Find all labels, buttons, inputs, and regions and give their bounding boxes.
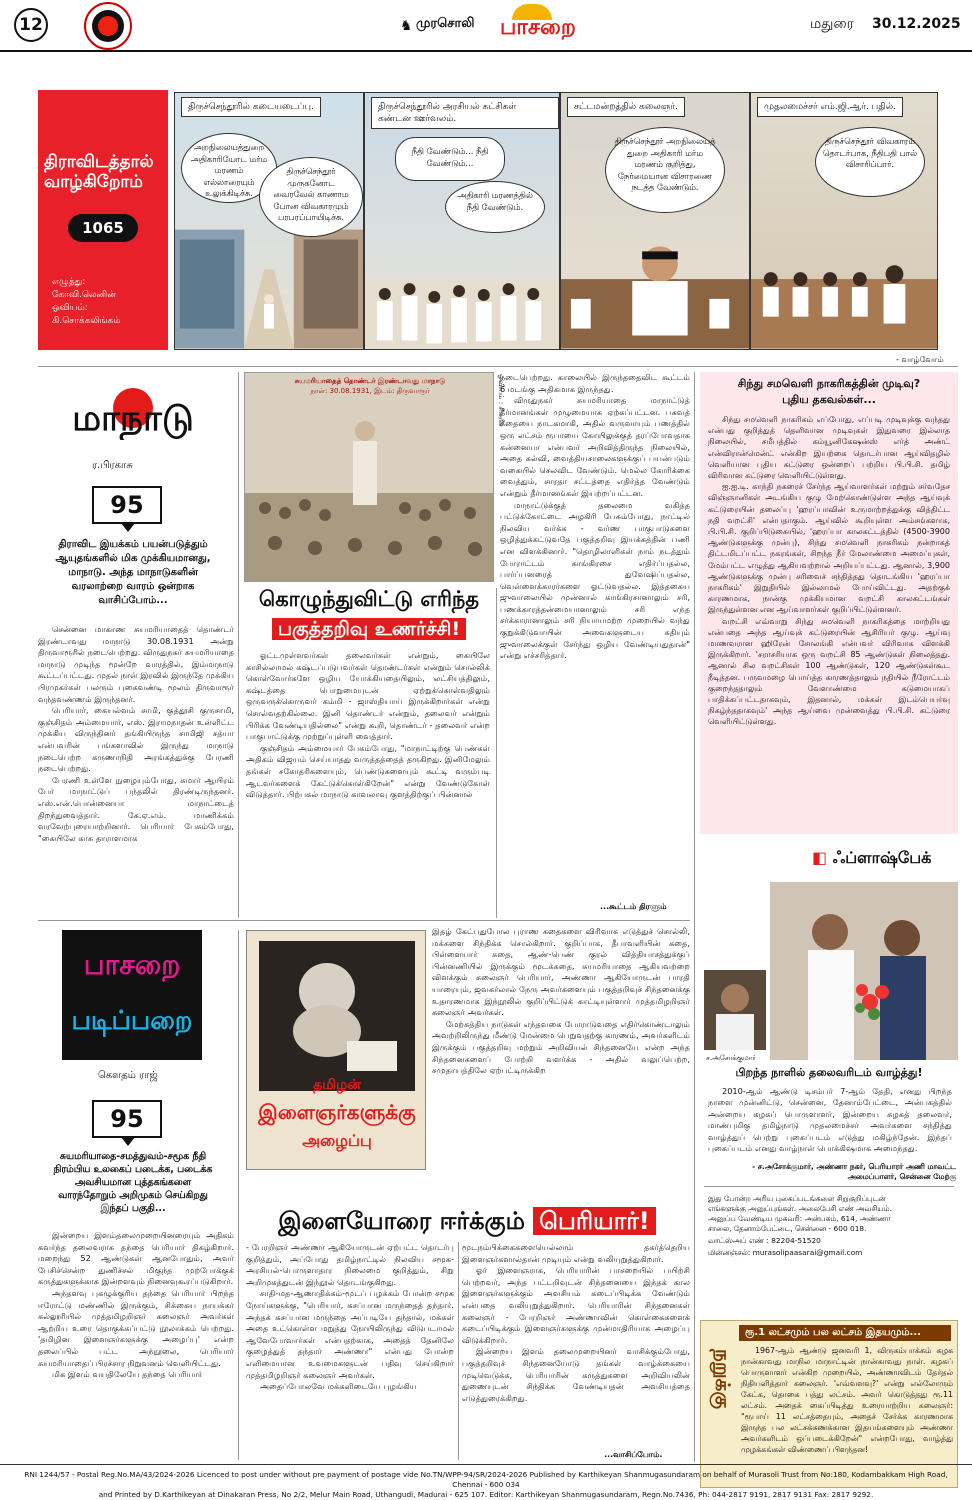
sender-portrait-caption: ச.அசோக்குமார் [706,1054,756,1062]
maanadu-column-3: நடைபெற்றது. காலையில் இருந்ததைவிட கூட்டம் 6 மடங்கு அதிகமாக இருந்தது. விருதுநகர் சுயமரியாதை மாநாட்டுத் தீர்மானங்கள் முழுமையாக ஏற்கப்பட்டன. பகவத் கீதையை நாடகமாகி, அதில் வருவாயும் பணத்தில் ஒரு லட்சம் ரூபாயை கோயிலுக்குத் தரப்போவதாக கன்னையா என்பவர் அறிவித்திருந்த நிலையில், அதை கல்வி, வைத்தியசாலைகளுக்குப் பயன்படும் வகையில் செலவிட வேண்டும். மெல்ல கோரிக்கை வைத்தும், சாரதா சட்டத்தை எதிர்த்த வேண்டும் என்றும் தீர்மானங்கள் இயற்றப்பட்டன. மாநாட்டுக்குத் தலைமை வகித்த பட்டுக்கோட்டை அழகிரி பேசும்போது, நாட்டில் நிலவிய வர்க்க - வர்ண பாகுபாடுகளை ஒழித்துக்கட்டுவதே பகுத்தறிவு இயக்கத்தின் பணி என விளக்கினார். "தொழிலாளிகள் நாம் நடத்தும் போராட்டம் காங்கிரசை எதிர்ப்பதல்ல, பார்ப்பனரைத் துவேஷிப்பதல்ல, வெள்ளைக்காரர்களை ஓட்டுவதல்ல. இத்தகைய ஜுவாலையில் முன்னால் காங்கிரசானாலும் சரி, பணக்காரத்தன்மையானாலும் சரி எந்த சர்க்காரானாலும் சரி நியாயமற்ற முறையில் வந்து குறுக்கிடுவாயின் அவைகளுடைய கதியும் ஜுவாலைக்குள் சேர்ந்து ஒழிய வேண்டியதுதான்" என்று எச்சரித்தார். [500,372,690,661]
padippagam-column-2: - பேரறிஞர் அண்ணா ஆகியோருடன் ஏற்பட்ட தொடர்பு குறித்தும், அப்போது தமிழ்நாட்டில் நிலவிய சமூக-அரசியல்-பொருளாதார நிலைமை குறித்தும், சிறு அறிமுகத்துடன் இந்நூல் தொடங்குகிறது. சாதி-மத-ஆணாதிக்கம்-மூடப் பழக்கம் போன்ற சமூக நோய்களுக்கு, "பெரியார், கசப்பான மருந்தைத் தந்தார். அந்தக் கசப்பான மருந்தை அப்படியே தந்தால், மக்கள் அதை உட்கொள்ள மறுத்து நோயிலிருந்து விடுபடாமல் ஆவேபோவார்கள் என்பதற்காக, அதைத் தேனிலே குழைத்துத் தந்தார் அண்ணா" என்பது போன்ற எளிமையான உவமைகளுடன் பதிவு செய்கிறார் முத்தமிழறிஞர் கலைஞர் அவர்கள். அதைப்போலவே மக்களிடையே புழங்கிய [246,1242,454,1392]
section-rule [704,1186,954,1187]
sindhu-body: சிந்து சமவெளி நாகரிகம் எப்போது, எப்படி முடிவுக்கு வந்தது என்பது குறித்துத் தெளிவான முடிவுகள் இதுவரை இல்லாத நிலையில், சமீபத்தில் கம்யூனிகேஷன்ஸ் எர்த் அண்ட் என்விரான்மென்ட் என்கிற இயற்கை தொடர்பான ஆய்விதழில் வெளியான புதிய கட்டுரை ஒன்றைப் பற்றிய பி.பி.சி. தமிழ் விரிவான கட்டுரை வெளியிட்டுள்ளது. ஐ.ஐ.டி. காந்தி நகரைச் சேர்ந்த ஆய்வாளர்கள் மற்றும் சர்வதேச விஞ்ஞானிகள் அடங்கிய குழு மேற்கொண்டுள்ள அந்த ஆய்வுக் கட்டுரையின் தலைப்பு 'ஹரப்பாவின் உருமாற்றத்துக்கு வித்திட்ட நதி வறட்சி' என்பதாகும். ஆய்வில் கூறியுள்ள அம்சங்களாக, பி.பி.சி. குறிப்பிடுகையில், 'ஹரப்பா காலகட்டத்தில் (4500-3900 ஆண்டுகளுக்கு முன்பு), சிந்து சமவெளி நாகரிகம் நன்றாகத் திட்டமிடப்பட்ட நகரங்கள், சிறந்த நீர் மேலாண்மை அமைப்புகள், மேம்பட்ட எழுத்து ஆகியவற்றால் அறியப்பட்டது. ஆனால், 3,900 ஆண்டுகளுக்கு முன்பு சரிவைச் சந்தித்தது தொடங்கிய 'ஹரப்பா நாகரிகம்' இறுதியில் இல்லாமல் போய்விட்டது. அதற்குக் காரணமாக, நான்கு முக்கியமான வறட்சி காலகட்டங்கள் இருந்துள்ளன என ஆய்வாளர்கள் குறிப்பிட்டுள்ளனர். வறட்சி எவ்வாறு சிந்து சமவெளி நாகரிகத்தை மாற்றியது என்பதை அந்த ஆய்வுக் கட்டுரையின் ஆசிரியர் குழு. ஆய்வு மாணவரான ஹிரேன் சோலங்கி என்பவர் விரிவாக விளக்கி இருக்கிறார். 'சராசரியாக ஒரு வறட்சி 85 ஆண்டுகள் நிலைத்தது. ஆனால் சில வறட்சிகள் 100 ஆண்டுகள், 120 ஆண்டுகள்கூட நீடித்தன. பருவமழை பொய்த்த காரணத்தாலும் நதியில் நீரோட்டம் குறைந்ததாலும் வேளாண்மை கடுமையாகப் பாதிக்கப்பட்டதாகவும், இதனால், மக்கள் இடம்பெயர்வு நிகழ்ந்ததாகவும்' அந்த ஆய்வை முன்வைத்து பி.பி.சி. கட்டுரை வெளியிட்டுள்ளது. [708,415,950,727]
padippagam-logo-line-2: படிப்பறை [71,1006,193,1036]
padippagam-headline: இளையோரை ஈர்க்கும் பெரியார்! [244,1206,690,1236]
column-rule [458,1242,459,1460]
maanadu-continued: ...கூட்டம் திரளும் [600,902,667,911]
edition-date: 30.12.2025 [872,16,961,32]
speech-bubble: அதிகாரி மரணத்தில் நீதி வேண்டும். [445,181,545,233]
naruku-box [700,1320,958,1488]
comic-title-block [38,90,168,350]
sender-portrait [704,970,766,1050]
comic-continued: - வாழ்வோம் [896,355,944,364]
supplement-name: பாசறை [500,14,576,40]
book-title-1: தமிழன் [313,1077,361,1093]
maanadu-artist-credit: ஓவியம் : சிகரன் [497,374,505,427]
padippagam-number: 95 [92,1100,162,1138]
section-rule [38,366,958,367]
page-number: 12 [14,8,48,42]
padippagam-column-3: மூடநம்பிக்கைகளையெல்லாம் தகர்த்தெறிய இளைஞர்களால்தான் முடியும் என்று வலியுறுத்துகிறார். ஓர் இளைஞராக, பெரியாரின் பாசறையில் பயிற்சி பெற்றவர், அந்த பட்டறிவுடன் சிந்தனையை இந்தக் கால இளைஞர்களுக்கும் அவசியம் கடைப்பிடிக்க வேண்டும் என்பதை வலியுறுத்துகிறார். பெரியாரின் சிந்தனைகள் கலைஞர் - பேரறிஞர் அண்ணாவின் கொள்கைகளைக் கடைப்பிடிக்கும் இளைஞர்களுக்கு முன்மாதிரியாக அழைப்பு விடுக்கிறார். இன்றைய இளம் தலைமுறையினர் வாசிக்கும்போது, பகுத்தறிவுச் சிந்தனையோடு தங்கள் வாழ்க்கையை முடிவெடுக்க, பெரியாரின் கருத்துகளை அறிவியலின் துணையுடன் சிந்திக்க வேண்டியதன் அவசியத்தை எடுத்துரைக்கிறது. [462,1242,690,1403]
book-title-2: இளைஞர்களுக்கு [258,1100,416,1124]
comic-panel-4 [750,92,938,350]
speech-bubble: அறநிலையத்துறை அதிகாரியோட மர்ம மரணம் எல்லாரையும் உலுக்கிடிச்சு. [181,133,277,203]
comic-panel-1 [174,92,364,350]
maanadu-number: 95 [92,486,162,524]
maanadu-teaser: திராவிட இயக்கம் பயன்படுத்தும் ஆயுதங்களில் மிக முக்கியமானது, மாநாடு. அந்த மாநாடுகளின் வரலாற்றை வாரம் ஒன்றாக வாசிப்போம்... [55,539,211,606]
comic-panel-3 [560,92,750,350]
edition-city: மதுரை [810,16,854,32]
naruku-headline: ரூ.1 லட்சமும் பல லட்சம் இதயமும்... [739,1325,951,1341]
masthead-brand [400,4,650,42]
flashback-email: மின்னஞ்சல்: murasolipaasarai@gmail.com [708,1248,863,1257]
street-scene [175,229,363,349]
naruku-body: 1967-ஆம் ஆண்டு ஜனவரி 1, விருகம்பாக்கம் கழக நான்காவது மாநில மாநாட்டின் நான்காவது நாள். கழகப் பொருளாளர் என்கிற முறையில், அண்ணாவிடம் தேர்தல் நிதியளித்தார் கலைஞர். 'எவ்வளவு?' என்று எல்லோரும் கேட்க, தொகை பத்து லட்சம். அவர் கொடுத்தது ரூ.11 லட்சம். அதைக் கைப்பிடித்து உரையாற்றிய கலைஞர்: "ரூபாய் 11 லட்சத்தையும், அதைச் சேர்க்க காரணமாக இருந்த பல லட்சக்கணக்கான இதயங்களையும் அண்ணா அவர்களிடம் ஒப்படைக்கிறேன்" என்றபோது, வாழ்த்து முழக்கங்கள் விண்ணைப் பிளந்தன! [741,1346,953,1454]
speech-bubble: திருச்செந்தூர் விவகாரம் தொடர்பாக, நீதிபதி பால் விசாரிப்பார். [815,127,925,197]
footer-rule [0,1464,972,1465]
comic-title: திராவிடத்தால் வாழ்கிறோம் [44,152,154,192]
maanadu-logo [38,380,228,440]
flashback-photo [770,882,958,1060]
imprint-footer: RNI 1244/57 - Postal Reg.No.MA/43/2024-2026 Licenced to post under without pre payment of postage vide No.TN/WPP-94/SR/2024-2026 Published by Karthikeyan Shanmugasundaram on behalf of Murasoli Trust from No:180, Kodambakkam High Road, Chennai - 600 034 and Printed by D.Karthikeyan at Dinakaran Press, No 2/2, Melur Main Road, Uthangudi, Madurai - 625 107. Editor: Karthikeyan Shanmugasundaram, Regn.No.7436, Ph: 044-2817 9191, 2817 9131 Fax: 2817 9292. [24,1470,948,1499]
book-cover [246,930,426,1170]
section-rule [38,920,690,921]
flashback-body: 2010-ஆம் ஆண்டு டிசம்பர் 7-ஆம் தேதி, எனது பிறந்த நாளை முன்னிட்டு, சென்னை, தேனாம்பேட்டை, அன்பகத்தில் அன்றைய கழகப் பொருளாளர், இன்றைய கழகத் தலைவர், மாண்புமிகு தமிழ்நாடு முதலமைச்சர் அவர்களை சந்தித்து வாழ்த்துப் பெற்று புகைப்படம் எடுத்து மகிழ்ந்தேன். இந்தப் புகைப்படம் எனது வாழ்நாள் பொக்கிஷமாக அமைந்தது. [708,1086,952,1154]
padippagam-logo [62,930,202,1060]
padippagam-column-0: இதழ் கேட்பதுபோல புராண கதைகளை விரிவாக எடுத்துச் சொல்லி, மக்களை சிந்திக்க சொல்கிறார். குறிப்பாக, தீபாவளியின் கதை, பிள்ளையார் கதை, ஆண்-பெண் குரல் வித்தியாசத்துக்குப் பின்னணியில் இருக்கும் மூடக்கதை, சுயமரியாதை ஆகியவற்றை விளக்கும் கலைஞர் பெரியார், அண்ணா ஆகியோருடன் பாரதி யாரையும், ஜவகர்லால் நேரு அவர்களையும் பகுத்தறிவுச் சிந்தனைக்கு உதாரணமாக இந்நூலில் குறிப்பிட்டுக் காட்டியுள்ளார் முத்தமிழறிஞர் கலைஞர் அவர்கள். மேற்கத்திய நாடுகள் எந்தவகை போராடுவதை எதிர்கொண்டாலும் அவற்றிலிருந்து மீண்டு மேன்மை பெறுவதற்கு காரணம், அவர்களிடம் இருக்கும் பகுத்தறிவு மற்றும் அறிவியல் சிந்தனையே என்ற அந்த சிந்தனைகளைப் போற்றி வளர்க்க - அதில் வலுப்பெற்ற, சமுதாயத்திலே ஏற்பட்டிருக்கிற [432,926,690,1076]
padippagam-logo-line-1: பாசறை [83,948,181,981]
padippagam-author: கௌதம் ராஜ் [98,1070,158,1081]
padippagam-continued: ...வாசிப்போம். [604,1450,663,1459]
column-rule [238,372,239,918]
assembly-members-scene [751,219,937,349]
paper-name: முரசொலி [416,16,475,31]
maanadu-logo-text: மாநாடு [72,398,194,439]
sindhu-title: சிந்து சமவெளி நாகரிகத்தின் முடிவு? புதிய தகவல்கள்... [737,377,921,406]
panel-caption: திருச்செந்தூரில் அரசியல் கட்சிகள் கண்டன ஊர்வலம். [371,97,559,129]
padippagam-column-1: இன்றைய இளம்தலைமுறையினரையும் அதிகம் கவர்ந்த தலைவராக தந்தை பெரியார் திகழ்கிறார். மறைந்து 52 ஆண்டுகள் ஆனபோதும், அவர் பேசிச்சென்ற துணிச்சல் மிகுந்த முற்போக்குக் கருத்துகளுக்காக இன்றளவும் நினைவுகூரப்படுகிறார். அந்தளவு புகழுக்குரிய தந்தை பெரியார் பிறந்த ஈரோட்டு மண்ணில் இருக்கும், சிக்கைய நாயக்கர் கல்லூரியில் முத்தமிழறிஞர் கலைஞர் அவர்கள் ஆற்றிய உரை தொகுக்கப்பட்டு நூலாக்கம் பெற்றது. 'தமிழின இளைஞர்களுக்கு அழைப்பு' என்ற தலைப்பில் பட்ட அந்நூலை, பெரியார் சுயமரியாதைப் பிரச்சார நிறுவனம் வெளியிட்டது. மிக இளம் வயதிலேயே தந்தை பெரியார் [38,1230,234,1380]
assembly-scene [561,229,749,349]
panel-caption: சட்டமன்றத்தில் கலைஞர். [567,97,685,117]
book-title-3: அழைப்பு [302,1131,372,1150]
party-logo [84,2,132,50]
camera-icon: ◧ [812,848,828,867]
elephant-icon: ♞ [400,18,413,34]
comic-credits: எழுத்து: கோவி.லெனின் ஓவியம்: கி.சொக்கலிங்கம் [52,277,121,326]
maanadu-illustration: சுயமரியாதைத் தொண்டர் இரண்டாவது மாநாடு நாள்: 30.08.1931, இடம்: திருவாரூர் [244,372,494,582]
column-rule [694,372,695,1462]
flashback-box [700,840,958,1300]
speech-bubble: திருச்செந்தூர் அறநிலையத் துறை அதிகாரி மர்ம மரணம் குறித்து, நேர்மையான விசாரணை நடத்த வேண்டும். [605,127,725,213]
flashback-header: ◧ ஃப்ளாஷ்பேக் [812,848,932,867]
flashback-whatsapp: வாட்ஸ்அப் எண் : 82204-51520 [708,1236,821,1245]
maanadu-headline-2: பகுத்தறிவு உணர்ச்சி! [244,616,494,642]
maanadu-column-1: சென்னை மாகாண சுயமரியாதைத் தொண்டர் இரண்டாவது மாநாடு 30.08.1931 அன்று திருவாரூரில் நடைபெற்றது. விருதுநகர் சுயமரியாதை மாநாடு முடிந்த மூன்றே வாரத்தில், இம்மாநாடு கூட்டப்பட்டது. முதல் நாள் இரவில் இருந்தே முக்கிய பிரமுகர்கள் பலரும் புகைவண்டி மூலம் திருவாரூர் வந்தவண்ணம் இருந்தனர். பெரியார், கையல்வம் சாமி, குத்தூசி குருசாமி, குஞ்சிதம் அம்மையார், எஸ். இராமநாதன் உள்ளிட்ட முக்கிய விருந்தினர் தங்கியிருந்த சாமிஜி சத்யா என்பவரின் பங்களாவில் இருந்து மாநாடு நடைபெற்ற கருணாநிதி அரங்கத்துக்கு பேரணி நடைபெற்றது. பேரணி உள்ளே நுழையும்போது, சுமார் ஆயிரம் பேர் மாநாட்டுப் பந்தலில் திரண்டிருந்தனர். எஸ்.என்.பொன்னையா மாநாட்டைத் திறந்துவைத்தார். கே.ஏ.எம். மாணிக்கம் வரவேற்புரையாற்றினார். பெரியார் பேசும்போது, "கையிலே காசு தாராளமாக [38,624,234,843]
comic-panel-2 [364,92,560,350]
speech-bubble: நீதி வேண்டும்... நீதி வேண்டும்... [395,137,505,181]
protest-scene [365,239,559,349]
flashback-signature: - ச.அசோக்குமார், அண்ணா நகர், பெரியாரர் அணி மாவட்ட அமைப்பாளர், சென்னை மேற்கு [752,1162,956,1181]
padippagam-teaser: சுயமரியாதை-சமத்துவம்-சமூக நீதி நிரம்பிய உலகைப் படைக்க, படைக்க அவசியமான புத்தகங்களை வாரந்தோறும் அறிமுகம் செய்கிறது இந்தப் பகுதி... [53,1151,213,1214]
maanadu-author: ர.பிரகாசு [92,460,133,471]
column-rule [496,588,497,918]
naruku-label: நறுக்கு [711,1349,735,1409]
maanadu-column-2: ஓட்டமுள்ளவர்கள் தலைவர்கள் என்றும், கையிலே காசில்லாமல் கஷ்டப்படுபவர்கள் தொண்டர்கள் என்றும் சொல்லிக் கொள்வோர்களே ஒழிய யோக்கியதையிலும், லட்சியத்திலும், கஷ்டத்தை பொறுமையுடன் ஏற்றுக்கொள்வதிலும் ஒருவருக்கொருவர் கம்மி - ஜாஸ்தியாய் இருக்கிறார்கள் என்று சொல்வதற்கில்லை. இனி தொண்டர் என்றும், தலைவர் என்றும் பிரிக்க வேண்டியதில்லை" என்று கூறி, தொண்டர் - தலைவர் என்ற பாகுபாட்டுக்கு முற்றுப்புள்ளி வைத்தார். குஞ்சிதம் அம்மையார் பேசும்போது, "மாநாட்டிற்கு பெண்கள் அதிகம் விஜயம் செய்யாதது வருத்தத்தைத் தருகிறது. இனிமேலும் தங்கள் சகோதரிகளையும், பெண்டுகளையும் கூட்டி வரும்படி ஆடவர்களைக் கேட்டுக்கொள்கிறேன்" என்று வேண்டுகோள் விடுத்தார். பிற்பகல் மாநாடு காவலாவு குளத்திற்குப் பின்னால் [246,650,490,800]
comic-episode: 1065 [68,214,138,242]
flashback-headline: பிறந்த நாளில் தலைவரிடம் வாழ்த்து! [735,1066,923,1079]
flashback-contact: இது போன்ற அரிய புகைப்படங்களை சிறுகுறிப்புடன் எங்களுக்கு அனுப்புங்கள். அலைபேசி எண் அவசியம். அனுப்ப வேண்டிய முகவரி: அன்பகம், 614, அண்ணா சாலை, தேனாம்பேட்டை, சென்னை - 600 018. [708,1194,892,1233]
panel-caption: முதலமைச்சர் எம்.ஜி.ஆர். பதில். [757,97,903,117]
maanadu-headline-1: கொழுந்துவிட்டு எரிந்த [258,587,480,611]
column-rule [238,930,239,1460]
panel-caption: திருச்செந்தூரில் கடையடைப்பு. [181,97,321,117]
speech-bubble: திருச்செந்தூர் முருகனோட வைரவேல் காணாம போன விவகாரமும் பரபரப்பாயிடிச்சு. [259,157,363,237]
masthead-rule [0,50,972,52]
